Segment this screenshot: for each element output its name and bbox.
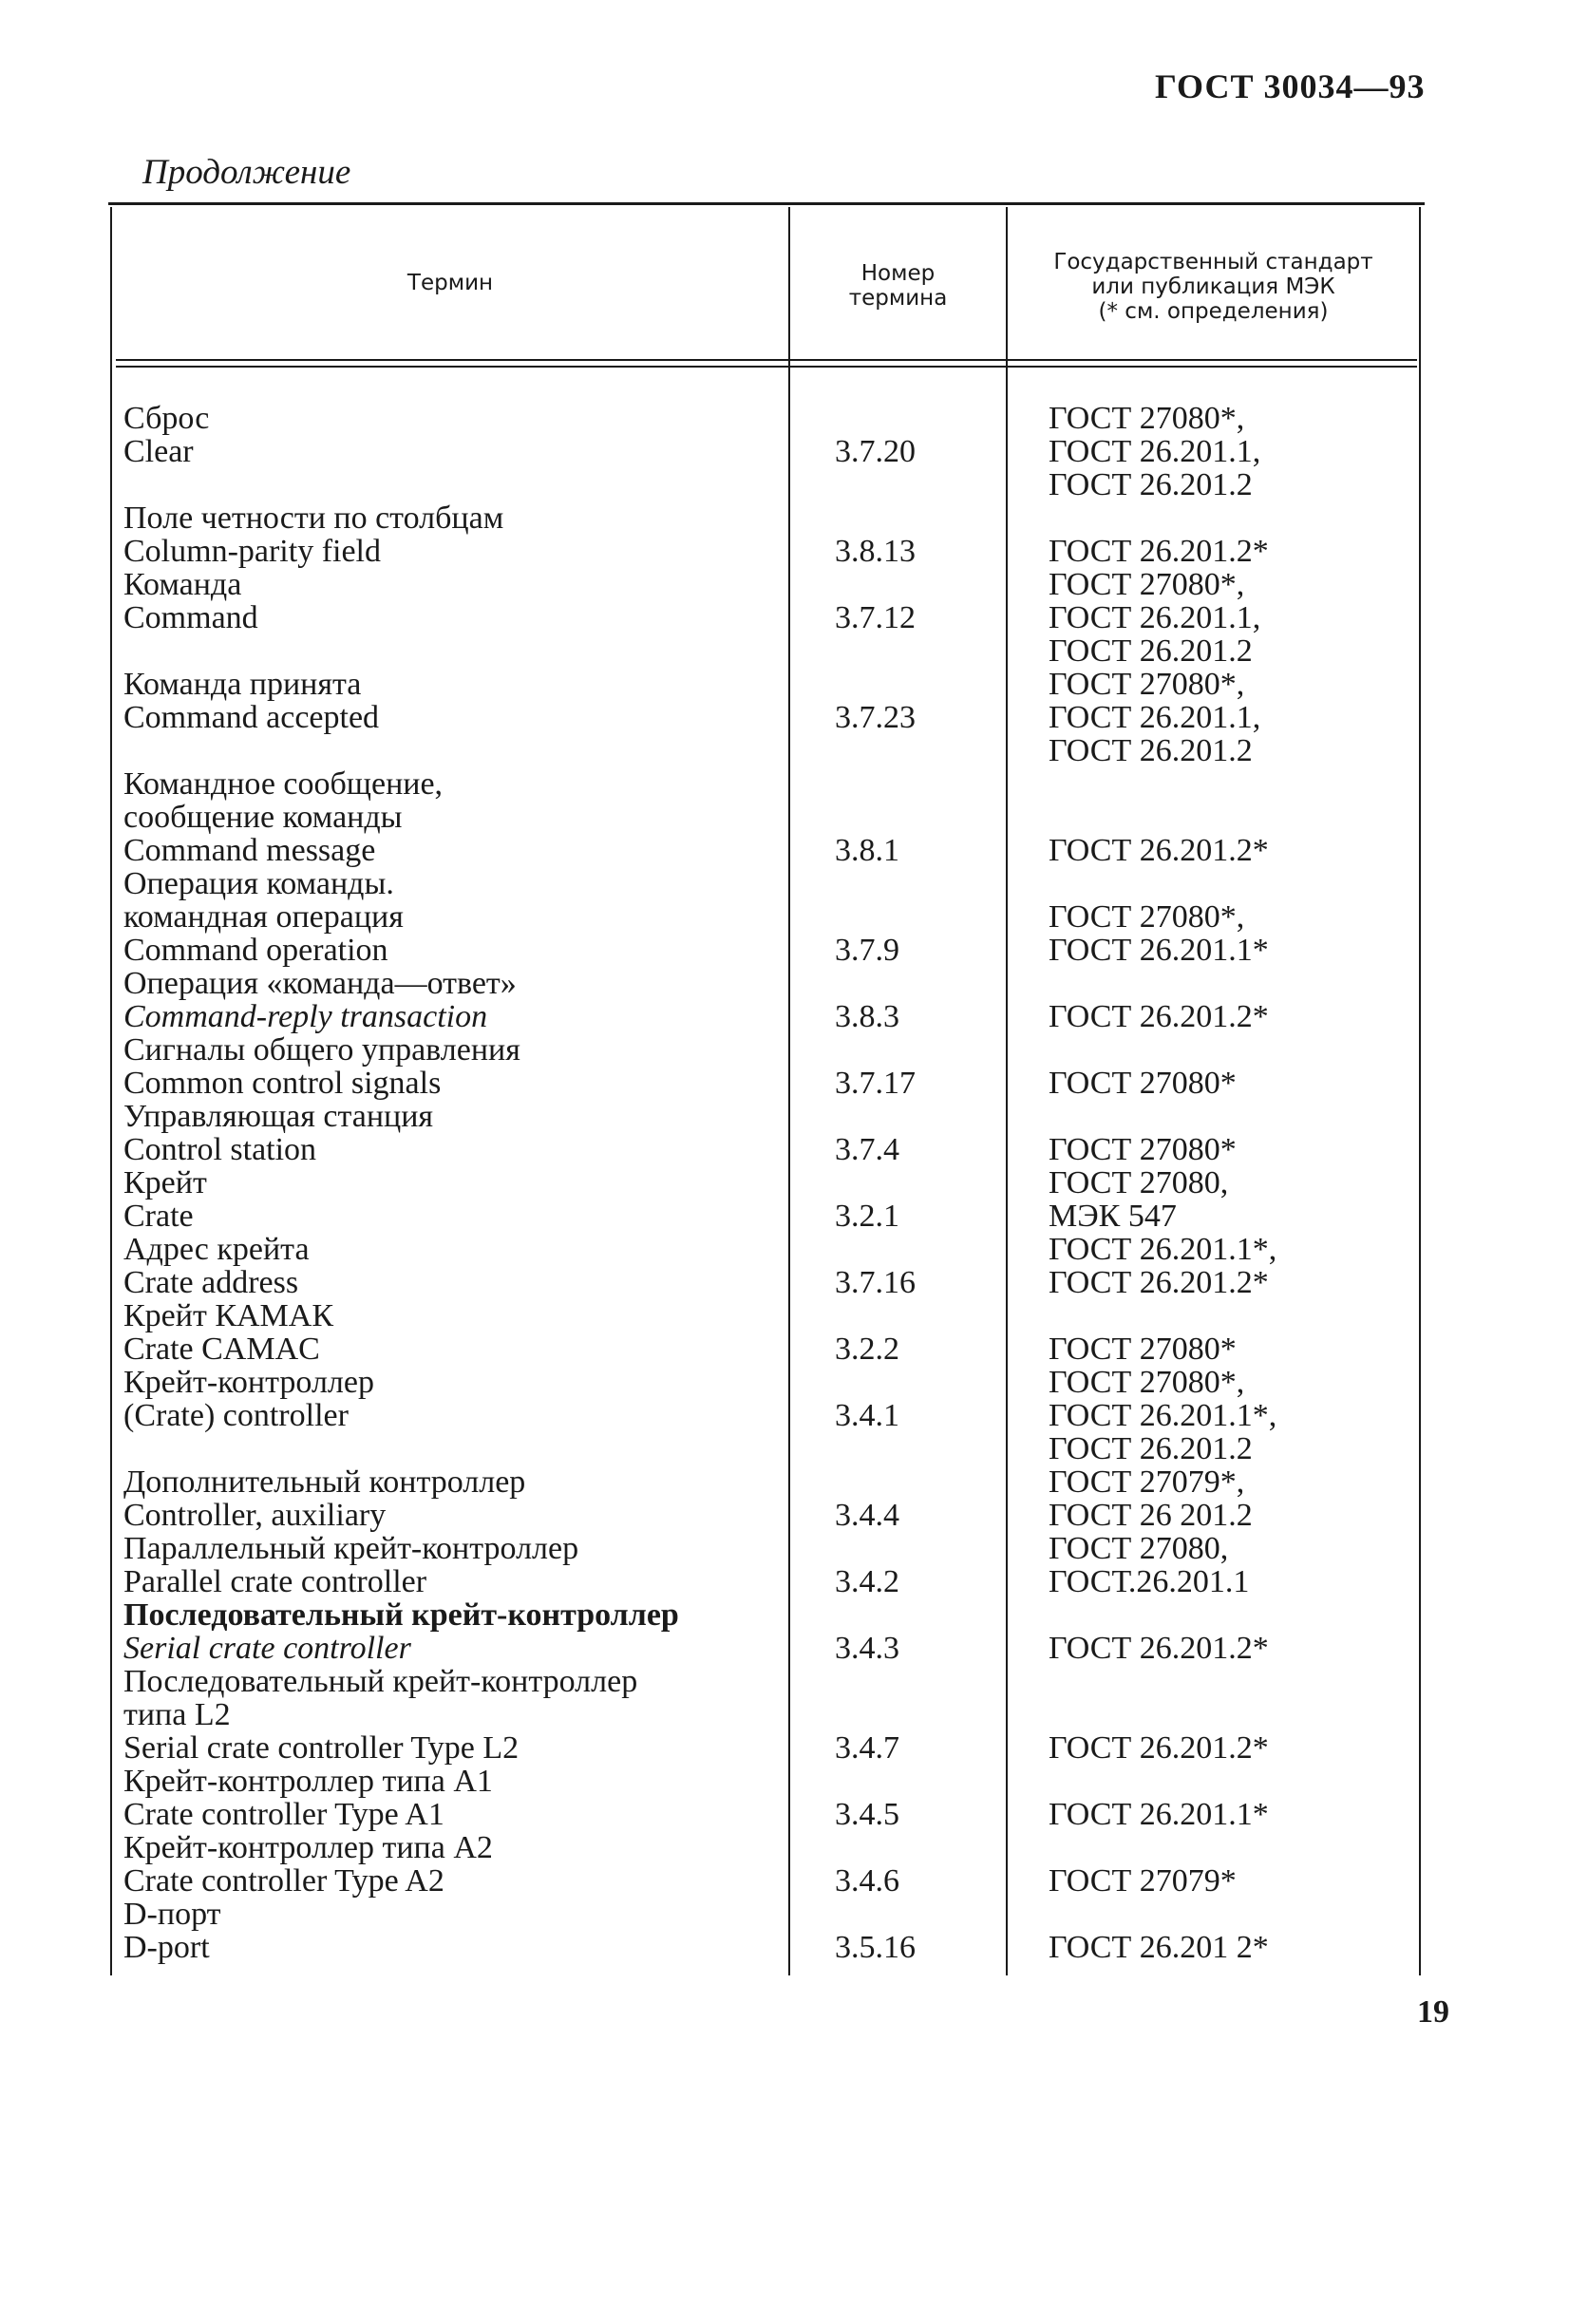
term-line: Дополнительный контроллер (123, 1464, 526, 1500)
header-number-line-2: термина (848, 286, 948, 311)
term-line: Crate (123, 1199, 194, 1234)
term-line: Command operation (123, 933, 388, 968)
standard-ref: ГОСТ 27080, (1049, 1531, 1229, 1566)
term-line: Команда принята (123, 667, 362, 702)
term-number: 3.4.2 (835, 1564, 899, 1599)
term-line: Control station (123, 1132, 317, 1167)
term-line: Поле четности по столбцам (123, 501, 504, 536)
column-rule-2 (1006, 207, 1008, 1975)
term-line: Крейт (123, 1165, 207, 1200)
standard-ref: ГОСТ 27080* (1049, 1332, 1237, 1367)
header-term (112, 271, 788, 295)
standard-ref: ГОСТ 27080* (1049, 1066, 1237, 1101)
term-line: Крейт-контроллер типа A1 (123, 1764, 493, 1799)
standard-ref: ГОСТ 27080* (1049, 1132, 1237, 1167)
standard-ref: ГОСТ 26.201.1* (1049, 933, 1269, 968)
term-number: 3.4.7 (835, 1730, 899, 1766)
term-line: Clear (123, 434, 194, 469)
standard-ref: ГОСТ 27080*, (1049, 1365, 1245, 1400)
term-line: Controller, auxiliary (123, 1498, 387, 1533)
term-number: 3.7.9 (835, 933, 899, 968)
term-number: 3.4.1 (835, 1398, 899, 1433)
term-line: Управляющая станция (123, 1099, 434, 1134)
terms-table (108, 202, 1425, 1980)
standard-ref: ГОСТ 27080*, (1049, 401, 1245, 436)
term-line: Serial crate controller (123, 1631, 411, 1666)
term-line: типа L2 (123, 1697, 231, 1732)
term-number: 3.2.1 (835, 1199, 899, 1234)
header-standard-line-2: или публикация МЭК (1091, 274, 1335, 299)
term-number: 3.5.16 (835, 1930, 916, 1965)
header-standard-line-1: Государственный стандарт (1053, 250, 1373, 274)
term-line: D-порт (123, 1897, 221, 1932)
standard-ref: ГОСТ 26.201.2 (1049, 1431, 1253, 1466)
term-line: Parallel crate controller (123, 1564, 427, 1599)
column-rule-1 (788, 207, 790, 1975)
term-number: 3.8.1 (835, 833, 899, 868)
standard-ref: ГОСТ 26.201.1* (1049, 1797, 1269, 1832)
term-line: Команда (123, 567, 242, 602)
term-line: Крейт КАМАК (123, 1298, 334, 1333)
standard-ref: ГОСТ 27080*, (1049, 567, 1245, 602)
term-number: 3.4.3 (835, 1631, 899, 1666)
term-number: 3.8.3 (835, 999, 899, 1034)
standard-ref: ГОСТ 26.201.1*, (1049, 1398, 1277, 1433)
term-number: 3.7.16 (835, 1265, 916, 1300)
header-rule-1 (116, 359, 1417, 361)
table-right-rule (1419, 207, 1421, 1975)
term-line: Command-reply transaction (123, 999, 488, 1034)
term-line: Крейт-контроллер типа A2 (123, 1830, 493, 1865)
term-line: Командное сообщение, (123, 766, 444, 802)
term-line: Сброс (123, 401, 210, 436)
term-line: командная операция (123, 899, 404, 935)
header-standard (1008, 250, 1419, 324)
term-line: (Crate) controller (123, 1398, 349, 1433)
term-line: Crate CAMAC (123, 1332, 320, 1367)
standard-ref: ГОСТ 26.201.2 (1049, 733, 1253, 768)
term-line: Крейт-контроллер (123, 1365, 374, 1400)
standard-ref: ГОСТ 26.201.2* (1049, 1631, 1269, 1666)
standard-ref: ГОСТ 27080*, (1049, 667, 1245, 702)
term-number: 3.2.2 (835, 1332, 899, 1367)
standard-ref: ГОСТ 26.201.2 (1049, 467, 1253, 502)
term-number: 3.4.6 (835, 1863, 899, 1899)
standard-ref: ГОСТ 26.201.2* (1049, 999, 1269, 1034)
standard-ref: ГОСТ 26.201.1*, (1049, 1232, 1277, 1267)
term-line: Command accepted (123, 700, 380, 735)
term-number: 3.7.23 (835, 700, 916, 735)
term-number: 3.4.4 (835, 1498, 899, 1533)
standard-ref: ГОСТ 26.201.2* (1049, 1730, 1269, 1766)
standard-ref: ГОСТ 26.201.1, (1049, 700, 1261, 735)
term-line: Common control signals (123, 1066, 442, 1101)
standard-ref: МЭК 547 (1049, 1199, 1177, 1234)
table-top-rule (108, 202, 1425, 205)
page-header: ГОСТ 30034—93 (1155, 67, 1426, 105)
term-number: 3.7.4 (835, 1132, 899, 1167)
term-line: Последовательный крейт-контроллер (123, 1664, 638, 1699)
header-number (790, 261, 1006, 311)
term-line: Command message (123, 833, 376, 868)
term-line: Serial crate controller Type L2 (123, 1730, 520, 1766)
standard-ref: ГОСТ 26.201.2* (1049, 833, 1269, 868)
standard-ref: ГОСТ 27079* (1049, 1863, 1237, 1899)
term-line: Операция «команда—ответ» (123, 966, 517, 1001)
table-left-rule (110, 207, 112, 1975)
header-term-text: Термин (406, 271, 494, 295)
header-number-line-1: Номер (860, 261, 936, 286)
term-line: сообщение команды (123, 800, 403, 835)
term-number: 3.4.5 (835, 1797, 899, 1832)
term-number: 3.7.12 (835, 600, 916, 635)
term-line: Последовательный крейт-контроллер (123, 1597, 679, 1633)
standard-ref: ГОСТ 27080*, (1049, 899, 1245, 935)
term-number: 3.7.20 (835, 434, 916, 469)
header-rule-2 (116, 366, 1417, 368)
term-number: 3.8.13 (835, 534, 916, 569)
standard-ref: ГОСТ 26 201.2 (1049, 1498, 1253, 1533)
term-line: Адрес крейта (123, 1232, 310, 1267)
continuation-label: Продолжение (142, 153, 351, 192)
standard-ref: ГОСТ.26.201.1 (1049, 1564, 1250, 1599)
standard-ref: ГОСТ 26.201.2* (1049, 1265, 1269, 1300)
term-number: 3.7.17 (835, 1066, 916, 1101)
header-standard-line-3: (* см. определения) (1098, 299, 1329, 324)
term-line: Crate controller Type A2 (123, 1863, 444, 1899)
term-line: Crate address (123, 1265, 299, 1300)
standard-ref: ГОСТ 26.201.2 (1049, 633, 1253, 669)
term-line: Сигналы общего управления (123, 1032, 520, 1068)
term-line: Параллельный крейт-контроллер (123, 1531, 579, 1566)
term-line: Операция команды. (123, 866, 394, 901)
standard-ref: ГОСТ 27080, (1049, 1165, 1229, 1200)
term-line: Column-parity field (123, 534, 382, 569)
standard-ref: ГОСТ 26.201.1, (1049, 600, 1261, 635)
standard-ref: ГОСТ 26.201.2* (1049, 534, 1269, 569)
page-number: 19 (1417, 1994, 1449, 2030)
standard-ref: ГОСТ 26.201.1, (1049, 434, 1261, 469)
term-line: Crate controller Type A1 (123, 1797, 444, 1832)
term-line: Command (123, 600, 258, 635)
standard-ref: ГОСТ 27079*, (1049, 1464, 1245, 1500)
standard-ref: ГОСТ 26.201 2* (1049, 1930, 1269, 1965)
term-line: D-port (123, 1930, 210, 1965)
